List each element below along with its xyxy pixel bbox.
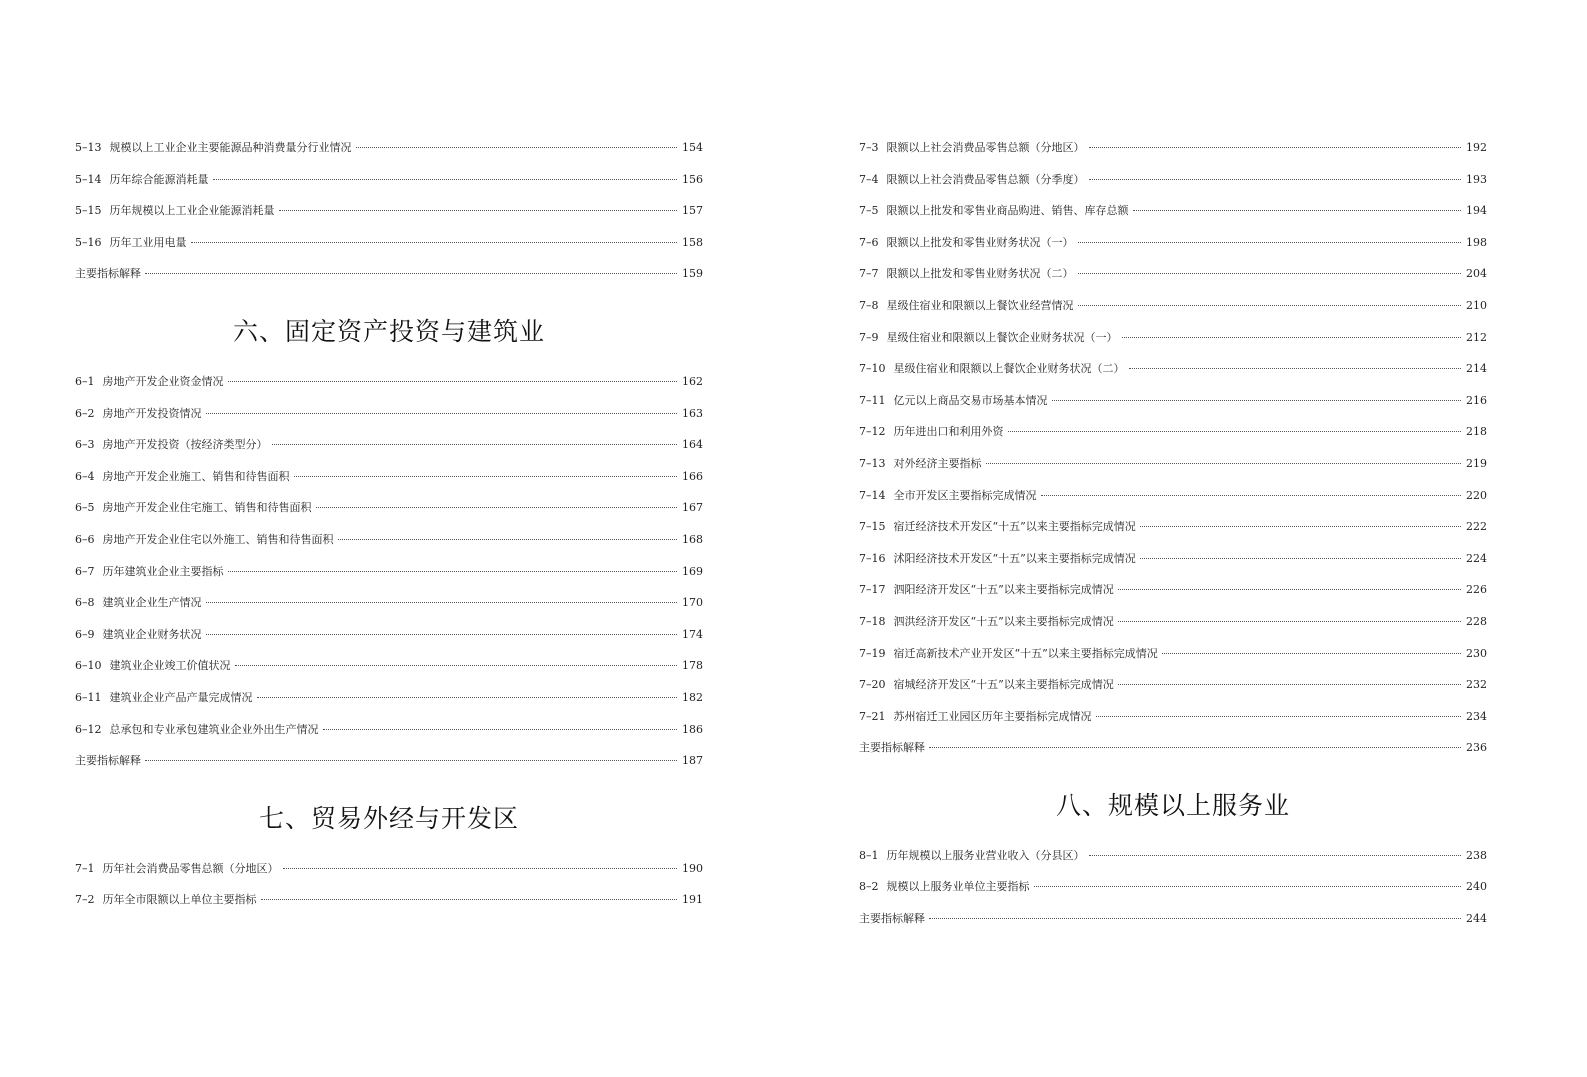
dot-leader (1129, 368, 1462, 369)
entry-page-number: 159 (682, 267, 703, 281)
dot-leader (145, 760, 677, 761)
entry-title: 全市开发区主要指标完成情况 (893, 488, 1037, 502)
toc-entry (859, 484, 1487, 516)
entry-page-number: 187 (682, 754, 703, 768)
entry-title: 主要指标解释 (859, 741, 925, 755)
toc-entry (859, 357, 1487, 389)
toc-entry (859, 199, 1487, 231)
toc-entry (75, 370, 703, 402)
dot-leader (191, 242, 678, 243)
entry-title: 限额以上社会消费品零售总额（分季度） (886, 172, 1085, 186)
entry-page-number: 193 (1466, 172, 1487, 186)
dot-leader (356, 147, 678, 148)
entry-number: 7–2 (75, 893, 95, 907)
entry-page-number: 154 (682, 141, 703, 154)
dot-leader (1089, 147, 1462, 148)
entry-page-number: 164 (682, 438, 703, 452)
entry-title: 历年工业用电量 (109, 235, 187, 249)
toc-entry (75, 528, 703, 560)
entry-title: 建筑业企业财务状况 (102, 627, 202, 641)
dot-leader (1052, 400, 1462, 401)
entry-number: 6–4 (75, 469, 95, 483)
entry-title: 星级住宿业和限额以上餐饮业经营情况 (886, 298, 1074, 312)
dot-leader (1133, 210, 1462, 211)
entry-page-number: 168 (682, 532, 703, 546)
entry-page-number: 224 (1466, 551, 1487, 565)
entry-page-number: 214 (1466, 362, 1487, 376)
dot-leader (1140, 558, 1461, 559)
dot-leader (1034, 886, 1462, 887)
entry-page-number: 230 (1466, 646, 1487, 660)
entry-number: 7–16 (859, 551, 886, 565)
entry-page-number: 222 (1466, 520, 1487, 534)
entry-number: 6–6 (75, 532, 95, 546)
entry-number: 7–4 (859, 172, 879, 186)
entry-title: 历年规模以上服务业营业收入（分县区） (886, 848, 1085, 862)
entry-title: 历年进出口和利用外资 (893, 425, 1004, 439)
dot-leader (1041, 495, 1462, 496)
toc-entry (75, 402, 703, 434)
toc-entry (75, 136, 703, 168)
entry-title: 规模以上工业企业主要能源品种消费量分行业情况 (109, 141, 352, 154)
toc-entry (75, 888, 703, 920)
entry-title: 限额以上社会消费品零售总额（分地区） (886, 141, 1085, 154)
entry-page-number: 163 (682, 406, 703, 420)
entry-page-number: 228 (1466, 614, 1487, 628)
entry-page-number: 219 (1466, 456, 1487, 470)
entry-title: 苏州宿迁工业园区历年主要指标完成情况 (893, 709, 1092, 723)
entry-title: 规模以上服务业单位主要指标 (886, 880, 1030, 894)
entry-number: 6–8 (75, 596, 95, 610)
entry-number: 6–7 (75, 564, 95, 578)
entry-number: 7–14 (859, 488, 886, 502)
entry-page-number: 220 (1466, 488, 1487, 502)
toc-entry (859, 262, 1487, 294)
entry-number: 6–11 (75, 690, 102, 704)
entry-title: 房地产开发企业施工、销售和待售面积 (102, 469, 290, 483)
entry-page-number: 178 (682, 659, 703, 673)
toc-entry (859, 452, 1487, 484)
toc-entry (75, 168, 703, 200)
dot-leader (1096, 716, 1462, 717)
entry-title: 历年全市限额以上单位主要指标 (102, 893, 257, 907)
entry-page-number: 244 (1466, 912, 1487, 926)
entry-title: 房地产开发企业住宅施工、销售和待售面积 (102, 501, 312, 515)
entry-page-number: 212 (1466, 330, 1487, 344)
entry-number: 7–20 (859, 678, 886, 692)
dot-leader (1122, 337, 1462, 338)
entry-page-number: 191 (682, 893, 703, 907)
toc-entry (859, 168, 1487, 200)
entry-number: 7–1 (75, 861, 95, 875)
entry-number: 7–6 (859, 235, 879, 249)
toc-entry (75, 231, 703, 263)
toc-entry (75, 465, 703, 497)
entry-title: 泗洪经济开发区“十五”以来主要指标完成情况 (893, 614, 1114, 628)
entry-number: 7–10 (859, 362, 886, 376)
dot-leader (316, 507, 678, 508)
entry-title: 历年规模以上工业企业能源消耗量 (109, 204, 275, 218)
entry-title: 星级住宿业和限额以上餐饮企业财务状况（二） (893, 362, 1125, 376)
entry-title: 宿迁经济技术开发区“十五”以来主要指标完成情况 (893, 520, 1136, 534)
section-heading: 八、规模以上服务业 (1055, 790, 1290, 820)
toc-entry (859, 844, 1487, 876)
entry-page-number: 192 (1466, 141, 1487, 154)
entry-page-number: 169 (682, 564, 703, 578)
entry-number: 6–9 (75, 627, 95, 641)
toc-entry (75, 496, 703, 528)
entry-number: 6–12 (75, 722, 102, 736)
toc-entry (859, 326, 1487, 358)
toc-entry (859, 642, 1487, 674)
toc-entry (75, 262, 703, 294)
toc-entry (75, 654, 703, 686)
section-heading: 六、固定资产投资与建筑业 (232, 316, 545, 346)
dot-leader (1118, 621, 1461, 622)
toc-entry (859, 547, 1487, 579)
entry-page-number: 158 (682, 235, 703, 249)
entry-number: 7–21 (859, 709, 886, 723)
entry-title: 历年社会消费品零售总额（分地区） (102, 861, 279, 875)
entry-title: 限额以上批发和零售业商品购进、销售、库存总额 (886, 204, 1129, 218)
entry-number: 7–7 (859, 267, 879, 281)
dot-leader (1078, 242, 1462, 243)
entry-page-number: 157 (682, 204, 703, 218)
entry-title: 建筑业企业生产情况 (102, 596, 202, 610)
entry-number: 8–1 (859, 848, 879, 862)
dot-leader (1089, 855, 1462, 856)
entry-page-number: 186 (682, 722, 703, 736)
entry-title: 主要指标解释 (75, 267, 141, 281)
entry-page-number: 170 (682, 596, 703, 610)
toc-entry (75, 433, 703, 465)
dot-leader (986, 463, 1462, 464)
toc-entry (859, 389, 1487, 421)
toc-entry (859, 136, 1487, 168)
entry-title: 建筑业企业产品产量完成情况 (109, 690, 253, 704)
dot-leader (294, 476, 678, 477)
entry-number: 6–1 (75, 374, 95, 388)
entry-number: 7–12 (859, 425, 886, 439)
dot-leader (206, 602, 678, 603)
dot-leader (1118, 684, 1461, 685)
entry-number: 7–19 (859, 646, 886, 660)
entry-page-number: 210 (1466, 298, 1487, 312)
dot-leader (257, 697, 678, 698)
entry-title: 限额以上批发和零售业财务状况（二） (886, 267, 1074, 281)
toc-entry (859, 231, 1487, 263)
toc-entry (75, 560, 703, 592)
entry-page-number: 204 (1466, 267, 1487, 281)
entry-title: 亿元以上商品交易市场基本情况 (893, 393, 1048, 407)
entry-number: 7–9 (859, 330, 879, 344)
toc-right-column (859, 136, 1487, 939)
toc-entry (859, 420, 1487, 452)
entry-number: 5–14 (75, 172, 102, 186)
entry-page-number: 234 (1466, 709, 1487, 723)
toc-entry (859, 673, 1487, 705)
entry-page-number: 216 (1466, 393, 1487, 407)
toc-entry (859, 907, 1487, 939)
dot-leader (145, 273, 677, 274)
entry-title: 房地产开发投资（按经济类型分） (102, 438, 268, 452)
entry-title: 沭阳经济技术开发区“十五”以来主要指标完成情况 (893, 551, 1136, 565)
entry-number: 7–8 (859, 298, 879, 312)
entry-number: 7–18 (859, 614, 886, 628)
entry-title: 房地产开发投资情况 (102, 406, 202, 420)
toc-entry (75, 591, 703, 623)
entry-page-number: 226 (1466, 583, 1487, 597)
entry-title: 对外经济主要指标 (893, 456, 982, 470)
toc-entry (75, 749, 703, 781)
entry-title: 限额以上批发和零售业财务状况（一） (886, 235, 1074, 249)
entry-number: 6–5 (75, 501, 95, 515)
entry-page-number: 238 (1466, 848, 1487, 862)
entry-title: 主要指标解释 (859, 912, 925, 926)
entry-page-number: 240 (1466, 880, 1487, 894)
toc-entry (859, 515, 1487, 547)
dot-leader (272, 444, 678, 445)
toc-entry (75, 623, 703, 655)
dot-leader (929, 747, 1461, 748)
entry-number: 5–16 (75, 235, 102, 249)
entry-page-number: 198 (1466, 235, 1487, 249)
entry-title: 宿迁高新技术产业开发区“十五”以来主要指标完成情况 (893, 646, 1158, 660)
entry-number: 7–5 (859, 204, 879, 218)
entry-number: 5–13 (75, 141, 102, 154)
entry-number: 7–17 (859, 583, 886, 597)
toc-entry (75, 199, 703, 231)
dot-leader (1162, 653, 1461, 654)
entry-title: 泗阳经济开发区“十五”以来主要指标完成情况 (893, 583, 1114, 597)
toc-entry (75, 718, 703, 750)
dot-leader (338, 539, 678, 540)
entry-number: 8–2 (859, 880, 879, 894)
dot-leader (929, 918, 1461, 919)
toc-entry (75, 857, 703, 889)
entry-page-number: 174 (682, 627, 703, 641)
entry-title: 主要指标解释 (75, 754, 141, 768)
entry-page-number: 190 (682, 861, 703, 875)
entry-title: 房地产开发企业资金情况 (102, 374, 224, 388)
entry-title: 宿城经济开发区“十五”以来主要指标完成情况 (893, 678, 1114, 692)
dot-leader (1078, 273, 1462, 274)
dot-leader (283, 868, 678, 869)
dot-leader (323, 729, 678, 730)
entry-page-number: 156 (682, 172, 703, 186)
toc-entry (859, 294, 1487, 326)
entry-number: 5–15 (75, 204, 102, 218)
entry-page-number: 162 (682, 374, 703, 388)
dot-leader (1008, 431, 1462, 432)
entry-page-number: 236 (1466, 741, 1487, 755)
entry-number: 7–15 (859, 520, 886, 534)
entry-page-number: 166 (682, 469, 703, 483)
dot-leader (1118, 589, 1461, 590)
toc-left-column (75, 136, 703, 920)
toc-entry (859, 578, 1487, 610)
entry-number: 7–11 (859, 393, 886, 407)
dot-leader (206, 634, 678, 635)
dot-leader (213, 179, 678, 180)
dot-leader (1078, 305, 1462, 306)
entry-title: 历年建筑业企业主要指标 (102, 564, 224, 578)
entry-number: 6–2 (75, 406, 95, 420)
dot-leader (206, 413, 678, 414)
entry-title: 星级住宿业和限额以上餐饮企业财务状况（一） (886, 330, 1118, 344)
dot-leader (1089, 179, 1462, 180)
entry-page-number: 218 (1466, 425, 1487, 439)
dot-leader (235, 665, 678, 666)
entry-number: 7–13 (859, 456, 886, 470)
entry-title: 建筑业企业竣工价值状况 (109, 659, 231, 673)
toc-entry (859, 875, 1487, 907)
toc-entry (75, 686, 703, 718)
entry-number: 7–3 (859, 141, 879, 154)
dot-leader (279, 210, 678, 211)
toc-entry (859, 610, 1487, 642)
toc-entry (859, 705, 1487, 737)
entry-page-number: 167 (682, 501, 703, 515)
toc-entry (859, 736, 1487, 768)
entry-title: 房地产开发企业住宅以外施工、销售和待售面积 (102, 532, 334, 546)
entry-number: 6–3 (75, 438, 95, 452)
entry-title: 历年综合能源消耗量 (109, 172, 209, 186)
dot-leader (1140, 526, 1461, 527)
entry-title: 总承包和专业承包建筑业企业外出生产情况 (109, 722, 319, 736)
section-heading: 七、贸易外经与开发区 (258, 803, 519, 833)
entry-page-number: 232 (1466, 678, 1487, 692)
dot-leader (228, 381, 678, 382)
entry-page-number: 194 (1466, 204, 1487, 218)
entry-number: 6–10 (75, 659, 102, 673)
dot-leader (228, 571, 678, 572)
dot-leader (261, 899, 678, 900)
entry-page-number: 182 (682, 690, 703, 704)
